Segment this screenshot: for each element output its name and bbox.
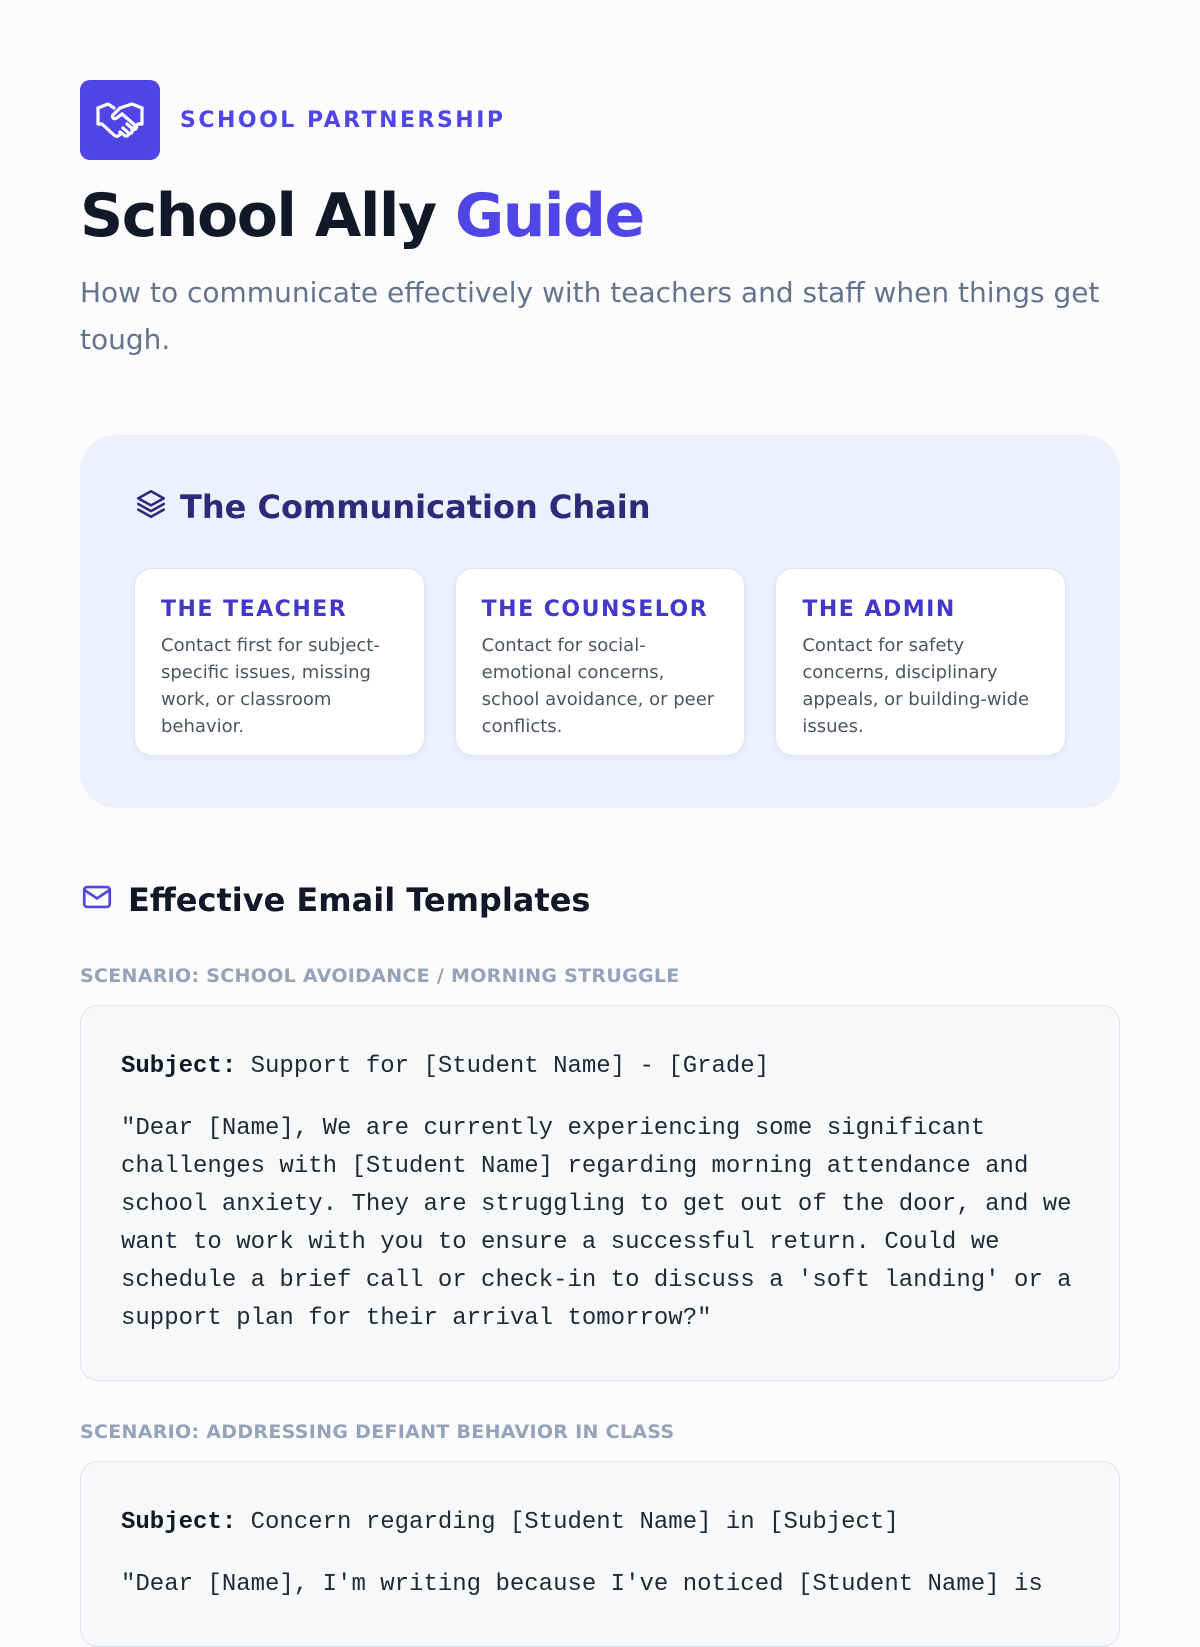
card-admin [775, 568, 1066, 756]
email-body: "Dear [Name], I'm writing because I've noticed [Student Name] is [121, 1571, 1043, 1598]
brand-row [80, 80, 1120, 160]
card-title: THE ADMIN [802, 597, 956, 622]
scenario-label: SCENARIO: ADDRESSING DEFIANT BEHAVIOR IN CLASS [80, 1421, 675, 1443]
card-text: Contact first for subject-specific issues, missing work, or classroom behavior. [161, 635, 380, 737]
subject-line [121, 1048, 1079, 1086]
layers-icon [134, 487, 168, 526]
subject-line [121, 1504, 1079, 1542]
chain-heading-text: The Communication Chain [180, 487, 651, 526]
subject-value: Concern regarding [Student Name] in [Subject] [250, 1509, 899, 1536]
communication-chain-panel [80, 435, 1120, 808]
chain-heading [134, 487, 1066, 526]
subject-key: Subject: [121, 1053, 237, 1080]
title-main: School Ally [80, 181, 436, 251]
email-body: "Dear [Name], We are currently experiencing some significant challenges with [Student Name] regarding morning attendance and school anxiety. They are struggling to get out of the door, and we want to work with you to ensure a successful return. Could we schedule a brief call or check-in to discuss a 'soft landing' or a support plan for their arrival tomorrow?" [121, 1115, 1072, 1332]
email-templates-heading [80, 880, 1120, 919]
chain-cards [134, 568, 1066, 756]
card-text: Contact for social-emotional concerns, school avoidance, or peer conflicts. [481, 635, 715, 737]
card-counselor [455, 568, 746, 756]
subject-key: Subject: [121, 1509, 237, 1536]
title-accent: Guide [454, 181, 644, 251]
email-template[interactable] [80, 1005, 1120, 1381]
card-title: THE TEACHER [161, 597, 348, 622]
page-title [80, 182, 1120, 251]
email-heading-text: Effective Email Templates [128, 880, 591, 919]
card-title: THE COUNSELOR [481, 597, 709, 622]
card-text: Contact for safety concerns, disciplinary appeals, or building-wide issues. [802, 635, 1030, 737]
email-template[interactable] [80, 1461, 1120, 1647]
card-teacher [134, 568, 425, 756]
handshake-icon [80, 80, 160, 160]
scenario-label: SCENARIO: SCHOOL AVOIDANCE / MORNING STRUGGLE [80, 965, 680, 987]
page-subtitle: How to communicate effectively with teachers and staff when things get tough. [80, 276, 1100, 356]
brand-label: SCHOOL PARTNERSHIP [180, 107, 506, 133]
mail-icon [80, 880, 114, 919]
subject-value: Support for [Student Name] - [Grade] [250, 1053, 770, 1080]
